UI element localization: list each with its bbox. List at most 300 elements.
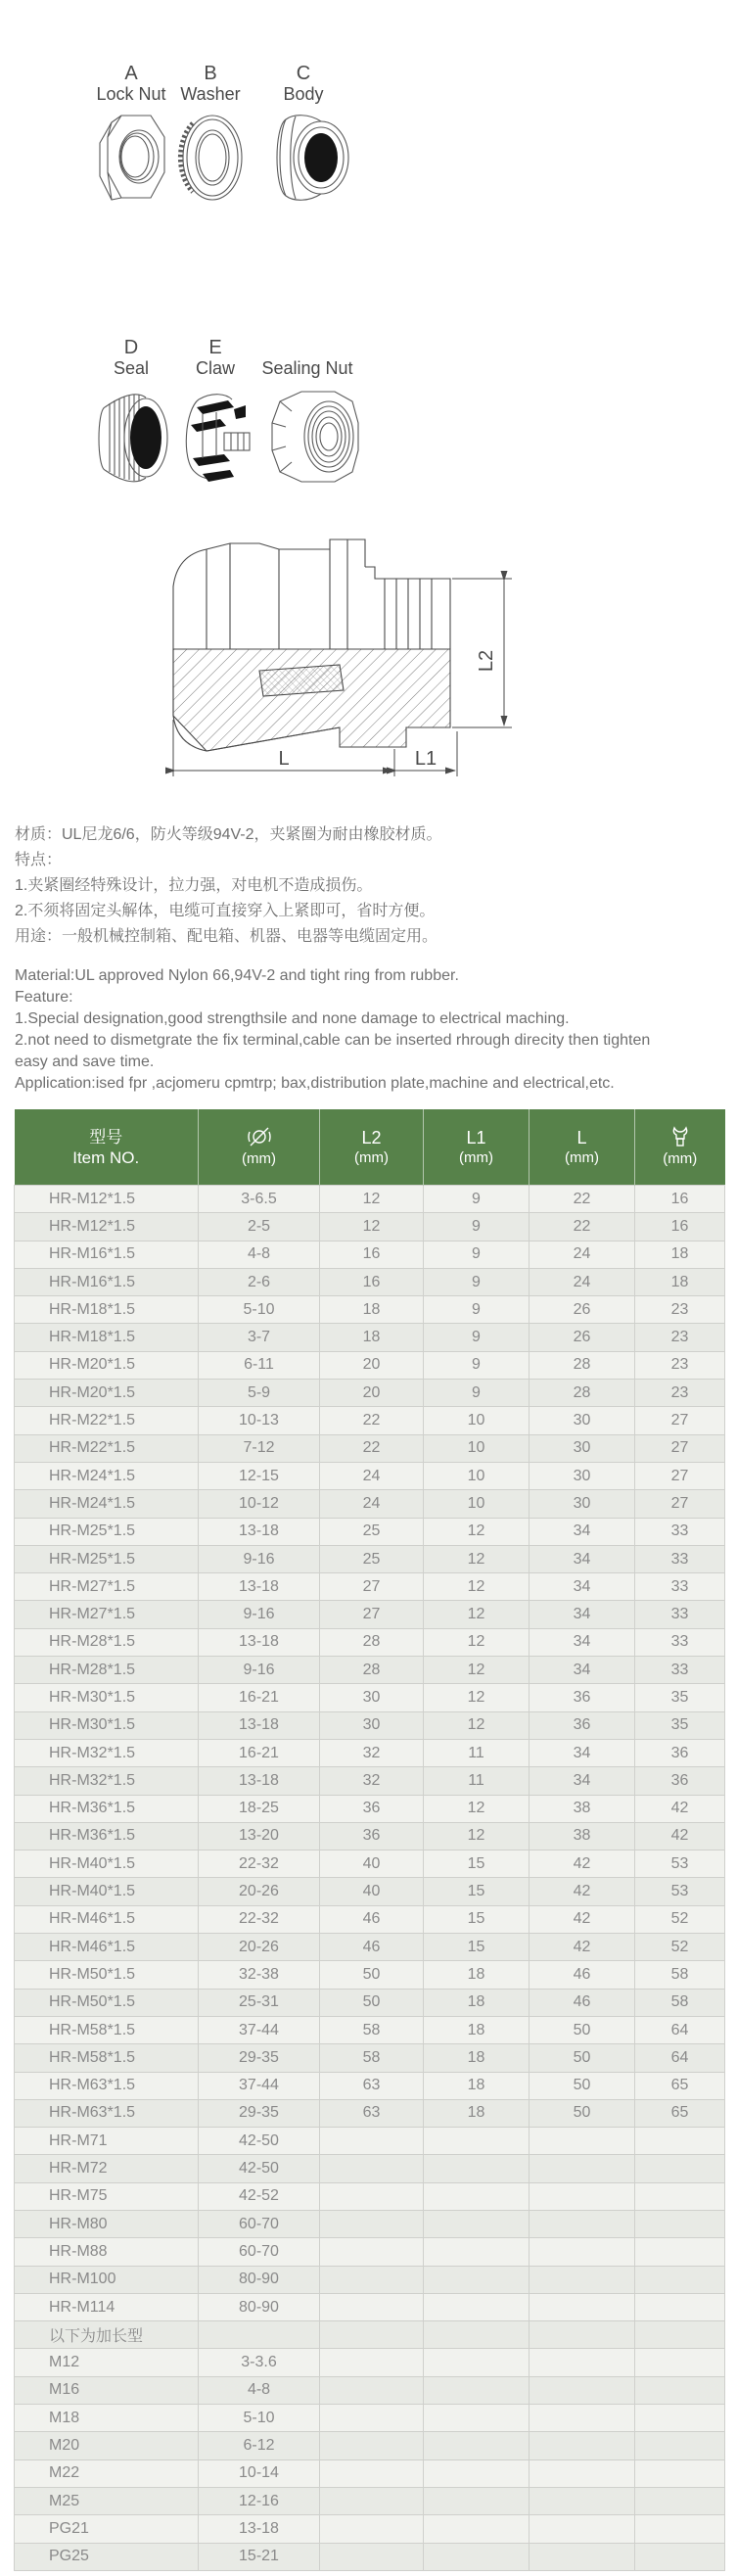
cell-clamp-range: 42-52	[199, 2182, 320, 2210]
cell-l	[530, 2238, 635, 2266]
table-row	[15, 1989, 725, 2016]
cell-l1: 18	[424, 2099, 530, 2127]
cell-wrench: 58	[635, 1961, 725, 1989]
table-row	[15, 1767, 725, 1795]
cell-l: 50	[530, 2044, 635, 2072]
cell-l1	[424, 2487, 530, 2514]
col-header-clamp-range: (mm)	[199, 1109, 320, 1186]
cell-clamp-range: 20-26	[199, 1934, 320, 1961]
cell-l2: 20	[320, 1351, 424, 1379]
part-letter: B	[204, 63, 217, 84]
cell-item-no: HR-M114	[15, 2293, 199, 2320]
cell-wrench: 33	[635, 1628, 725, 1656]
cell-item-no: HR-M20*1.5	[15, 1380, 199, 1407]
cell-wrench: 53	[635, 1850, 725, 1878]
table-row	[15, 2293, 725, 2320]
cell-item-no: HR-M88	[15, 2238, 199, 2266]
cell-l2	[320, 2293, 424, 2320]
cell-l: 22	[530, 1186, 635, 1213]
table-row	[15, 2515, 725, 2543]
cell-wrench: 52	[635, 1934, 725, 1961]
cell-l2: 27	[320, 1573, 424, 1601]
cell-l2: 25	[320, 1545, 424, 1572]
cell-item-no: HR-M28*1.5	[15, 1657, 199, 1684]
table-row	[15, 1518, 725, 1545]
part-figure-washer	[170, 63, 251, 206]
cell-item-no: HR-M18*1.5	[15, 1296, 199, 1324]
cell-clamp-range: 25-31	[199, 1989, 320, 2016]
cell-clamp-range: 80-90	[199, 2266, 320, 2293]
cell-l: 50	[530, 2016, 635, 2043]
cell-l2	[320, 2155, 424, 2182]
cell-l	[530, 2349, 635, 2376]
cell-l1: 12	[424, 1601, 530, 1628]
cell-l1: 9	[424, 1296, 530, 1324]
col-header-l2: L2 (mm)	[320, 1109, 424, 1186]
table-row	[15, 2210, 725, 2237]
cell-item-no: M25	[15, 2487, 199, 2514]
table-row	[15, 2543, 725, 2570]
col-header-l1: L1 (mm)	[424, 1109, 530, 1186]
cell-l2: 30	[320, 1684, 424, 1711]
cell-wrench: 16	[635, 1213, 725, 1241]
cell-l1: 18	[424, 1989, 530, 2016]
sealing-nut-drawing	[253, 384, 362, 490]
cell-l1: 9	[424, 1380, 530, 1407]
table-row	[15, 1324, 725, 1351]
table-row	[15, 2376, 725, 2404]
cell-l: 30	[530, 1490, 635, 1518]
cell-l2	[320, 2238, 424, 2266]
table-row	[15, 1878, 725, 1905]
cell-clamp-range: 6-12	[199, 2432, 320, 2459]
cell-wrench	[635, 2155, 725, 2182]
table-row	[15, 1407, 725, 1434]
cell-l	[530, 2515, 635, 2543]
table-row	[15, 2459, 725, 2487]
cell-wrench: 18	[635, 1241, 725, 1268]
cell-item-no: HR-M25*1.5	[15, 1545, 199, 1572]
col-header-wrench-size: (mm)	[635, 1109, 725, 1186]
cell-l1: 10	[424, 1490, 530, 1518]
cell-item-no: PG21	[15, 2515, 199, 2543]
cell-clamp-range: 22-32	[199, 1850, 320, 1878]
cell-wrench: 18	[635, 1268, 725, 1295]
cell-wrench: 65	[635, 2099, 725, 2127]
cell-clamp-range: 9-16	[199, 1545, 320, 1572]
cell-clamp-range: 10-14	[199, 2459, 320, 2487]
cell-l2: 58	[320, 2016, 424, 2043]
cell-clamp-range: 80-90	[199, 2293, 320, 2320]
cell-l2: 50	[320, 1961, 424, 1989]
table-row	[15, 1601, 725, 1628]
cell-wrench: 53	[635, 1878, 725, 1905]
cell-wrench	[635, 2182, 725, 2210]
cell-wrench: 52	[635, 1905, 725, 1933]
cell-l: 34	[530, 1657, 635, 1684]
cell-l: 36	[530, 1684, 635, 1711]
cell-l1: 15	[424, 1878, 530, 1905]
cell-l	[530, 2155, 635, 2182]
table-row	[15, 2044, 725, 2072]
cell-l2: 18	[320, 1324, 424, 1351]
table-row	[15, 1739, 725, 1766]
cell-clamp-range: 37-44	[199, 2016, 320, 2043]
description-line: Application:ised fpr ,acjomeru cpmtrp; bax,distribution plate,machine and electrical,etc.	[15, 1075, 615, 1092]
cell-clamp-range: 13-18	[199, 1573, 320, 1601]
cell-l1: 9	[424, 1351, 530, 1379]
cell-wrench	[635, 2432, 725, 2459]
cell-wrench	[635, 2349, 725, 2376]
cell-l1: 12	[424, 1518, 530, 1545]
cell-l2: 63	[320, 2072, 424, 2099]
cell-wrench: 42	[635, 1795, 725, 1822]
cell-l2: 46	[320, 1905, 424, 1933]
cell-l1: 9	[424, 1241, 530, 1268]
cell-clamp-range: 42-50	[199, 2128, 320, 2155]
cell-l1	[424, 2293, 530, 2320]
cell-clamp-range: 3-7	[199, 1324, 320, 1351]
table-row	[15, 1213, 725, 1241]
cell-item-no: HR-M75	[15, 2182, 199, 2210]
cell-wrench: 36	[635, 1767, 725, 1795]
cell-l1: 12	[424, 1545, 530, 1572]
part-letter: D	[123, 337, 139, 358]
cell-l1: 12	[424, 1657, 530, 1684]
table-row	[15, 2405, 725, 2432]
part-letter: E	[208, 337, 222, 358]
cell-wrench: 16	[635, 1186, 725, 1213]
cell-clamp-range: 2-5	[199, 1213, 320, 1241]
part-name: Seal	[113, 358, 150, 378]
table-row	[15, 1961, 725, 1989]
part-name: Claw	[195, 358, 235, 378]
cell-clamp-range: 5-10	[199, 2405, 320, 2432]
cell-wrench: 65	[635, 2072, 725, 2099]
cell-l1: 12	[424, 1573, 530, 1601]
cell-l: 46	[530, 1961, 635, 1989]
cell-l1	[424, 2405, 530, 2432]
cell-l	[530, 2128, 635, 2155]
cell-clamp-range: 6-11	[199, 1351, 320, 1379]
cell-l: 28	[530, 1351, 635, 1379]
col-header-l: L (mm)	[530, 1109, 635, 1186]
cell-item-no: HR-M30*1.5	[15, 1684, 199, 1711]
col-header-item-no: 型号 Item NO.	[15, 1109, 199, 1186]
cell-l: 50	[530, 2072, 635, 2099]
cell-item-no: M18	[15, 2405, 199, 2432]
description-chinese	[15, 822, 719, 950]
cell-l2: 32	[320, 1767, 424, 1795]
description-line: 材质：UL尼龙6/6，防火等级94V-2，夹紧圈为耐由橡胶材质。	[15, 826, 442, 843]
description-english	[15, 965, 729, 1095]
cell-l	[530, 2459, 635, 2487]
cell-clamp-range: 4-8	[199, 1241, 320, 1268]
part-name: Body	[283, 84, 324, 104]
cell-l2: 18	[320, 1296, 424, 1324]
cell-item-no: M16	[15, 2376, 199, 2404]
wrench-icon	[670, 1126, 690, 1147]
cell-l1	[424, 2155, 530, 2182]
description-line: 用途：一般机械控制箱、配电箱、机器、电器等电缆固定用。	[15, 928, 438, 945]
cell-wrench	[635, 2405, 725, 2432]
part-figure-seal	[88, 337, 174, 490]
table-row	[15, 1850, 725, 1878]
cell-item-no: HR-M58*1.5	[15, 2016, 199, 2043]
cable-diameter-icon	[247, 1126, 272, 1147]
cell-l2	[320, 2543, 424, 2570]
description-line: 2.not need to dismetgrate the fix terminal,cable can be inserted rhrough direcity then tighten	[15, 1032, 651, 1049]
cell-clamp-range: 7-12	[199, 1434, 320, 1462]
table-row	[15, 1296, 725, 1324]
cell-l1	[424, 2515, 530, 2543]
cell-l: 42	[530, 1878, 635, 1905]
cell-l1	[424, 2349, 530, 2376]
cell-item-no: HR-M80	[15, 2210, 199, 2237]
cell-item-no: HR-M63*1.5	[15, 2099, 199, 2127]
description-line: easy and save time.	[15, 1054, 155, 1070]
cell-l2	[320, 2210, 424, 2237]
cell-wrench: 58	[635, 1989, 725, 2016]
part-name: Lock Nut	[96, 84, 166, 104]
cell-l: 34	[530, 1739, 635, 1766]
cell-l: 22	[530, 1213, 635, 1241]
table-row	[15, 2432, 725, 2459]
cell-wrench: 33	[635, 1545, 725, 1572]
cell-l1	[424, 2543, 530, 2570]
cell-wrench: 33	[635, 1573, 725, 1601]
cell-clamp-range: 13-20	[199, 1822, 320, 1850]
cell-item-no: HR-M22*1.5	[15, 1407, 199, 1434]
cell-wrench: 42	[635, 1822, 725, 1850]
cell-item-no: HR-M22*1.5	[15, 1434, 199, 1462]
cell-wrench	[635, 2266, 725, 2293]
cell-l	[530, 2293, 635, 2320]
cell-l1	[424, 2182, 530, 2210]
cell-wrench: 35	[635, 1684, 725, 1711]
cell-wrench: 35	[635, 1711, 725, 1739]
cell-l1: 12	[424, 1711, 530, 1739]
cell-l1	[424, 2432, 530, 2459]
cell-item-no: HR-M58*1.5	[15, 2044, 199, 2072]
cell-clamp-range: 9-16	[199, 1601, 320, 1628]
table-row	[15, 2016, 725, 2043]
table-row	[15, 2155, 725, 2182]
cell-wrench: 23	[635, 1380, 725, 1407]
part-figure-claw	[172, 337, 258, 490]
cell-l	[530, 2376, 635, 2404]
cell-l1: 15	[424, 1905, 530, 1933]
cell-item-no: HR-M27*1.5	[15, 1573, 199, 1601]
cell-item-no: HR-M12*1.5	[15, 1186, 199, 1213]
cell-l1: 18	[424, 2016, 530, 2043]
cell-l: 38	[530, 1795, 635, 1822]
cell-l2	[320, 2405, 424, 2432]
table-row	[15, 2487, 725, 2514]
cell-l	[530, 2487, 635, 2514]
cell-l: 34	[530, 1601, 635, 1628]
cell-item-no: M22	[15, 2459, 199, 2487]
part-letter: C	[296, 63, 311, 84]
cell-l: 34	[530, 1518, 635, 1545]
body-drawing	[253, 110, 354, 206]
cell-wrench: 33	[635, 1657, 725, 1684]
cell-wrench	[635, 2487, 725, 2514]
cell-l2: 58	[320, 2044, 424, 2072]
cell-item-no: M12	[15, 2349, 199, 2376]
cell-l: 34	[530, 1767, 635, 1795]
cell-l1: 9	[424, 1324, 530, 1351]
cell-clamp-range: 22-32	[199, 1905, 320, 1933]
cell-item-no: PG25	[15, 2543, 199, 2570]
cell-clamp-range: 12-15	[199, 1462, 320, 1489]
cell-clamp-range: 3-3.6	[199, 2349, 320, 2376]
part-figure-sealing-nut	[253, 337, 362, 490]
table-row	[15, 1822, 725, 1850]
washer-drawing	[171, 110, 250, 206]
cell-clamp-range: 16-21	[199, 1684, 320, 1711]
cell-l2	[320, 2182, 424, 2210]
cell-item-no: HR-M46*1.5	[15, 1905, 199, 1933]
cell-l1: 18	[424, 1961, 530, 1989]
description-line: Material:UL approved Nylon 66,94V-2 and tight ring from rubber.	[15, 967, 459, 984]
dim-label-l: L	[278, 748, 290, 770]
cell-wrench	[635, 2459, 725, 2487]
cell-l: 26	[530, 1296, 635, 1324]
cell-l: 34	[530, 1545, 635, 1572]
cell-l2: 40	[320, 1878, 424, 1905]
cell-item-no: HR-M16*1.5	[15, 1241, 199, 1268]
cell-l: 38	[530, 1822, 635, 1850]
cell-l: 46	[530, 1989, 635, 2016]
cell-l	[530, 2405, 635, 2432]
cell-clamp-range: 13-18	[199, 2515, 320, 2543]
cell-l1: 12	[424, 1822, 530, 1850]
cell-l2	[320, 2432, 424, 2459]
cell-item-no: HR-M16*1.5	[15, 1268, 199, 1295]
cell-l2	[320, 2515, 424, 2543]
cell-item-no: HR-M46*1.5	[15, 1934, 199, 1961]
cell-l2	[320, 2128, 424, 2155]
cell-wrench: 27	[635, 1434, 725, 1462]
cell-l2: 36	[320, 1795, 424, 1822]
cell-l	[530, 2543, 635, 2570]
cell-clamp-range: 32-38	[199, 1961, 320, 1989]
cell-clamp-range: 29-35	[199, 2044, 320, 2072]
cell-wrench	[635, 2321, 725, 2349]
cell-l2	[320, 2321, 424, 2349]
part-letter	[253, 337, 362, 358]
part-name: Sealing Nut	[261, 358, 353, 378]
cell-item-no: HR-M36*1.5	[15, 1795, 199, 1822]
cell-l1: 15	[424, 1850, 530, 1878]
cell-l2: 63	[320, 2099, 424, 2127]
cell-l1: 12	[424, 1628, 530, 1656]
cell-l1: 9	[424, 1268, 530, 1295]
cell-item-no: HR-M72	[15, 2155, 199, 2182]
cell-l: 34	[530, 1573, 635, 1601]
cell-clamp-range: 10-12	[199, 1490, 320, 1518]
table-row	[15, 1795, 725, 1822]
cell-l1: 9	[424, 1213, 530, 1241]
table-row	[15, 2128, 725, 2155]
cell-item-no: HR-M30*1.5	[15, 1711, 199, 1739]
cell-l2: 27	[320, 1601, 424, 1628]
cell-clamp-range: 29-35	[199, 2099, 320, 2127]
assembly-drawing	[113, 524, 533, 793]
cell-item-no: HR-M28*1.5	[15, 1628, 199, 1656]
cell-l: 30	[530, 1434, 635, 1462]
cell-wrench: 36	[635, 1739, 725, 1766]
cell-wrench	[635, 2210, 725, 2237]
table-row	[15, 1684, 725, 1711]
cell-l1	[424, 2238, 530, 2266]
table-row	[15, 1657, 725, 1684]
cell-l	[530, 2432, 635, 2459]
cell-l2: 36	[320, 1822, 424, 1850]
cell-wrench	[635, 2376, 725, 2404]
cell-wrench: 27	[635, 1407, 725, 1434]
cell-l1: 18	[424, 2044, 530, 2072]
cell-wrench: 27	[635, 1462, 725, 1489]
cell-l: 24	[530, 1268, 635, 1295]
cell-l: 28	[530, 1380, 635, 1407]
cell-clamp-range: 4-8	[199, 2376, 320, 2404]
cell-l2: 20	[320, 1380, 424, 1407]
cell-clamp-range: 13-18	[199, 1711, 320, 1739]
table-row	[15, 1711, 725, 1739]
cell-wrench: 27	[635, 1490, 725, 1518]
cell-item-no: M20	[15, 2432, 199, 2459]
table-row	[15, 2099, 725, 2127]
cell-clamp-range: 12-16	[199, 2487, 320, 2514]
cell-l1	[424, 2459, 530, 2487]
cell-item-no: HR-M32*1.5	[15, 1767, 199, 1795]
cell-clamp-range: 60-70	[199, 2238, 320, 2266]
cell-l1	[424, 2210, 530, 2237]
cell-l2	[320, 2487, 424, 2514]
cell-l2: 12	[320, 1213, 424, 1241]
cell-clamp-range: 20-26	[199, 1878, 320, 1905]
cell-item-no: HR-M32*1.5	[15, 1739, 199, 1766]
cell-l2: 24	[320, 1462, 424, 1489]
spec-table-header	[15, 1109, 725, 1186]
cell-l2: 28	[320, 1628, 424, 1656]
claw-drawing	[173, 384, 257, 490]
cell-l2: 40	[320, 1850, 424, 1878]
table-row	[15, 1934, 725, 1961]
cell-wrench	[635, 2543, 725, 2570]
cell-l2: 28	[320, 1657, 424, 1684]
cell-l1: 10	[424, 1462, 530, 1489]
cell-item-no: HR-M20*1.5	[15, 1351, 199, 1379]
cell-l2: 16	[320, 1241, 424, 1268]
cell-item-no: HR-M25*1.5	[15, 1518, 199, 1545]
cell-clamp-range: 18-25	[199, 1795, 320, 1822]
cell-l2: 25	[320, 1518, 424, 1545]
cell-item-no: HR-M71	[15, 2128, 199, 2155]
table-row	[15, 1380, 725, 1407]
table-row	[15, 2182, 725, 2210]
table-row	[15, 1268, 725, 1295]
cell-clamp-range: 13-18	[199, 1628, 320, 1656]
table-row	[15, 2238, 725, 2266]
cell-wrench: 23	[635, 1351, 725, 1379]
description-line: 特点：	[15, 852, 63, 868]
cell-l2: 16	[320, 1268, 424, 1295]
cell-item-no: HR-M12*1.5	[15, 1213, 199, 1241]
table-row	[15, 1241, 725, 1268]
